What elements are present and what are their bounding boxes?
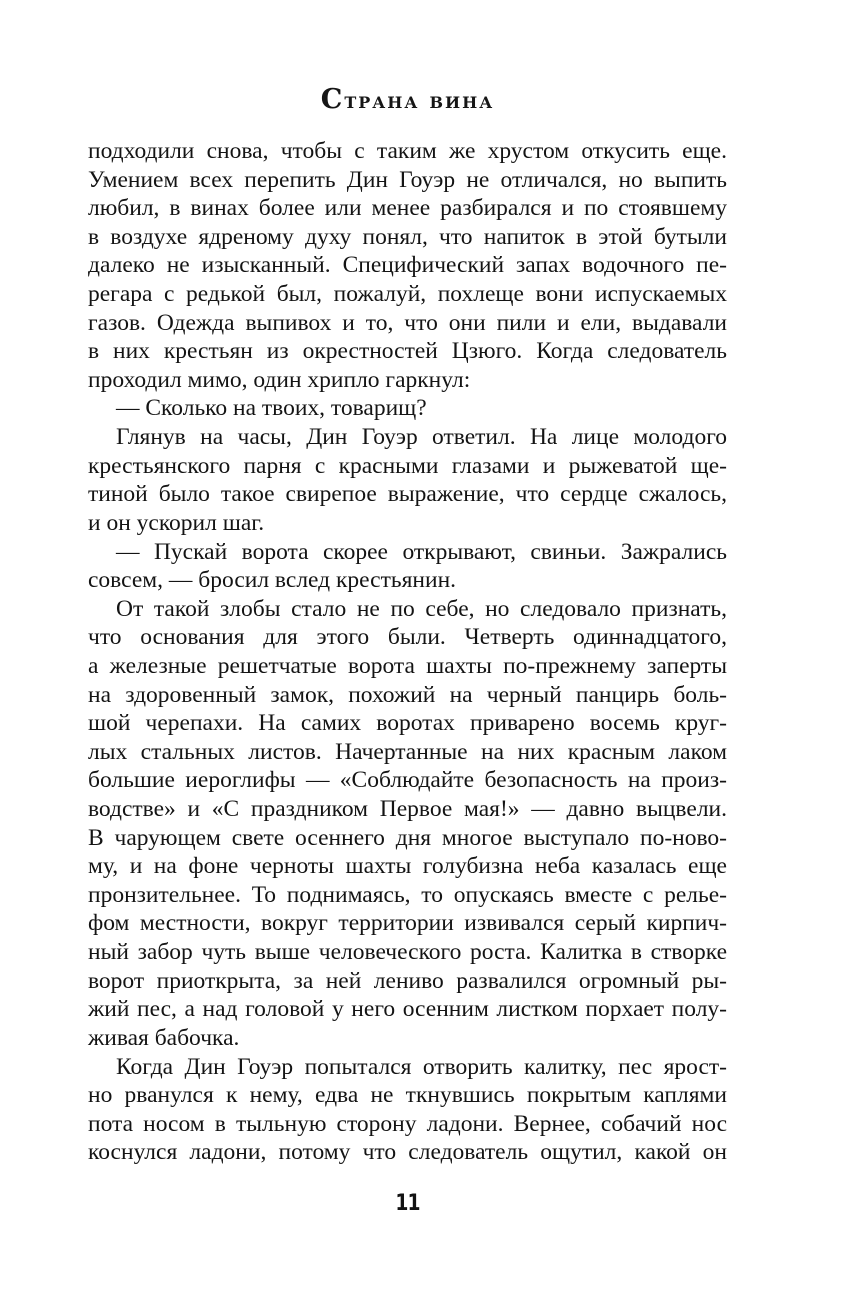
text-block bbox=[88, 137, 727, 1167]
text-line: а железные решетчатые ворота шахты по-прежнему заперты bbox=[88, 652, 727, 679]
text-line: подходили снова, чтобы с таким же хрустом откусить еще. bbox=[88, 138, 727, 164]
text-line: что основания для этого были. Четверть одиннадцатого, bbox=[88, 624, 727, 651]
text-line: пронзительнее. То поднимаясь, то опускаясь вместе с релье- bbox=[88, 881, 727, 908]
text-line: далеко не изысканный. Специфический запах водочного пе- bbox=[88, 252, 727, 279]
text-line: и он ускорил шаг. bbox=[88, 509, 265, 536]
text-line: в воздухе ядреному духу понял, что напиток в этой бутыли bbox=[88, 223, 727, 250]
text-line: — Пускай ворота скорее открывают, свиньи. Зажрались bbox=[116, 538, 727, 565]
text-line: пота носом в тыльную сторону ладони. Вернее, собачий нос bbox=[88, 1110, 727, 1137]
text-line: регара с редькой был, пожалуй, похлеще вони испускаемых bbox=[88, 281, 727, 308]
text-line: Когда Дин Гоуэр попытался отворить калитку, пес ярост- bbox=[116, 1053, 727, 1080]
text-line: живая бабочка. bbox=[88, 1024, 240, 1051]
text-line: проходил мимо, один хрипло гаркнул: bbox=[88, 366, 471, 393]
text-line: тиной было такое свирепое выражение, что сердце сжалось, bbox=[88, 481, 727, 508]
running-title: Страна вина bbox=[320, 84, 495, 115]
text-line: газов. Одежда выпивох и то, что они пили и ели, выдавали bbox=[88, 309, 727, 336]
text-line: В чарующем свете осеннего дня многое выступало по-ново- bbox=[88, 824, 727, 851]
text-line: — Сколько на твоих, товарищ? bbox=[116, 395, 427, 422]
text-line: фом местности, вокруг территории извивался серый кирпич- bbox=[88, 910, 727, 937]
page-number: 11 bbox=[395, 1191, 420, 1216]
text-line: большие иероглифы — «Соблюдайте безопасность на произ- bbox=[88, 767, 727, 794]
text-line: ный забор чуть выше человеческого роста. Калитка в створке bbox=[88, 939, 727, 966]
text-line: му, и на фоне черноты шахты голубизна неба казалась еще bbox=[88, 853, 727, 880]
text-line: совсем, — бросил вслед крестьянин. bbox=[88, 567, 457, 594]
text-line: коснулся ладони, потому что следователь ощутил, какой он bbox=[88, 1139, 727, 1166]
text-line: шой черепахи. На самих воротах приварено восемь круг- bbox=[88, 710, 727, 737]
text-line: водстве» и «С праздником Первое мая!» — давно выцвели. bbox=[88, 796, 727, 823]
text-line: лых стальных листов. Начертанные на них красным лаком bbox=[88, 738, 727, 765]
text-line: крестьянского парня с красными глазами и рыжеватой ще- bbox=[88, 452, 727, 479]
text-line: в них крестьян из окрестностей Цзюго. Когда следователь bbox=[88, 338, 727, 365]
text-line: Глянув на часы, Дин Гоуэр ответил. На лице молодого bbox=[116, 424, 727, 451]
text-line: Умением всех перепить Дин Гоуэр не отличался, но выпить bbox=[88, 166, 727, 193]
text-line: но рванулся к нему, едва не ткнувшись покрытым каплями bbox=[88, 1082, 727, 1109]
text-line: жий пес, а над головой у него осенним листком порхает полу- bbox=[88, 996, 727, 1023]
text-line: на здоровенный замок, похожий на черный панцирь боль- bbox=[88, 681, 727, 708]
text-line: любил, в винах более или менее разбирался и по стоявшему bbox=[88, 195, 727, 222]
text-line: От такой злобы стало не по себе, но следовало признать, bbox=[116, 595, 727, 622]
text-line: ворот приоткрыта, за ней лениво развалился огромный ры- bbox=[88, 967, 727, 994]
